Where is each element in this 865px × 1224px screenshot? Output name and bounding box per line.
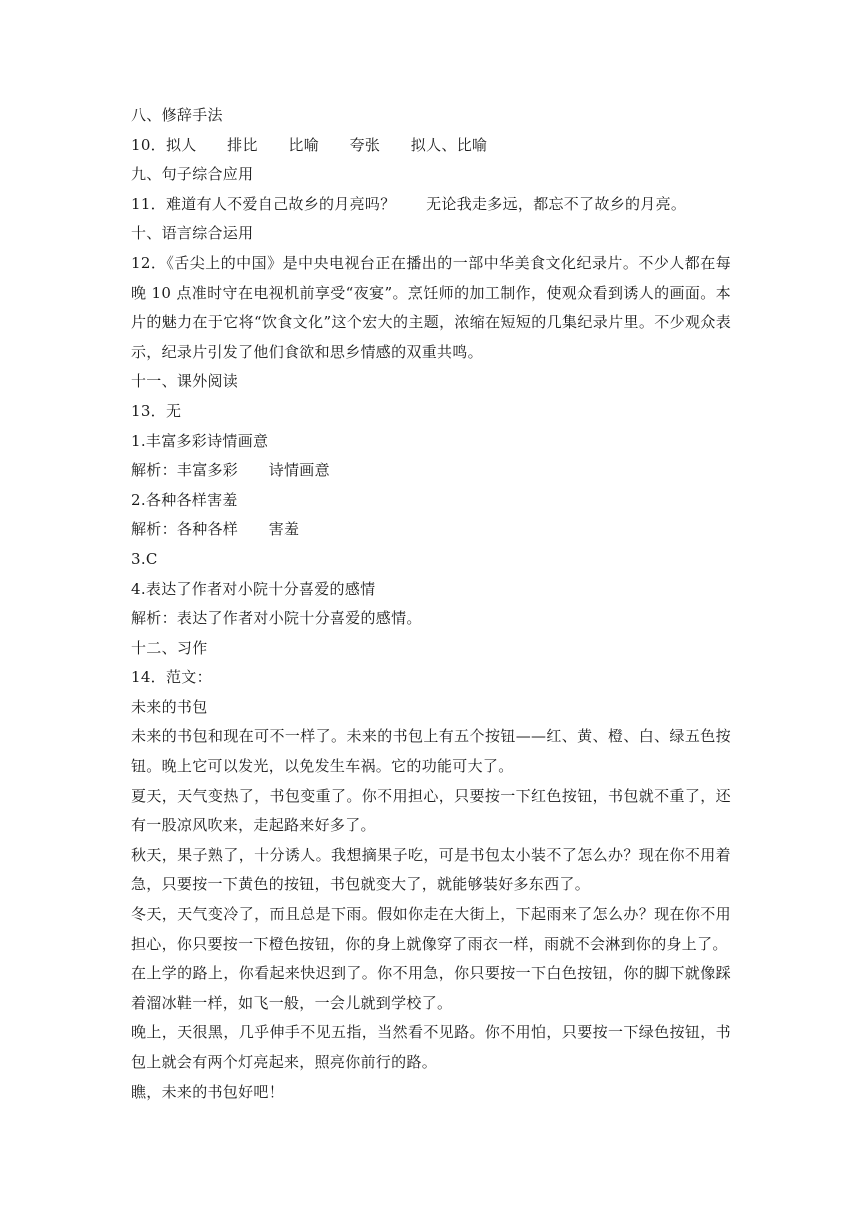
reading-analysis-1: 解析：丰富多彩 诗情画意 bbox=[131, 461, 330, 480]
essay-paragraph: 秋天，果子熟了，十分诱人。我想摘果子吃，可是书包太小装不了怎么办？现在你不用着急，只要按一下黄色的按钮，书包就变大了，就能够装好多东西了。 bbox=[131, 845, 731, 894]
section-heading-rhetoric: 八、修辞手法 bbox=[131, 106, 223, 124]
section-heading-writing: 十二、习作 bbox=[131, 638, 208, 657]
answer-13: 13．无 bbox=[131, 401, 182, 420]
essay-title: 未来的书包 bbox=[131, 697, 208, 716]
essay-paragraph: 冬天，天气变冷了，而且总是下雨。假如你走在大街上，下起雨来了怎么办？现在你不用担心，你只要按一下橙色按钮，你的身上就像穿了雨衣一样，雨就不会淋到你的身上了。 bbox=[131, 905, 731, 953]
reading-answer-1: 1.丰富多彩诗情画意 bbox=[131, 431, 269, 450]
reading-answer-4: 4.表达了作者对小院十分喜爱的感情 bbox=[131, 579, 376, 598]
reading-answer-3: 3.C bbox=[131, 549, 158, 568]
essay-paragraph: 晚上，天很黑，几乎伸手不见五指，当然看不见路。你不用怕，只要按一下绿色按钮，书包上就会有两个灯亮起来，照亮你前行的路。 bbox=[131, 1023, 731, 1071]
answer-12: 12．《舌尖上的中国》是中央电视台正在播出的一部中华美食文化纪录片。不少人都在每晚 10 点准时守在电视机前享受“夜宴”。烹饪师的加工制作，使观众看到诱人的画面。本片的魅力在于它将“饮食文化”这个宏大的主题，浓缩在短短的几集纪录片里。不少观众表示，纪录片引发了他们食欲和思乡情感的双重共鸣。 bbox=[131, 253, 731, 361]
essay-paragraph: 在上学的路上，你看起来快迟到了。你不用急，你只要按一下白色按钮，你的脚下就像踩着溜冰鞋一样，如飞一般，一会儿就到学校了。 bbox=[131, 964, 731, 1012]
section-heading-reading: 十一、课外阅读 bbox=[131, 372, 239, 391]
answer-10: 10．拟人 排比 比喻 夸张 拟人、比喻 bbox=[131, 135, 488, 154]
section-heading-language: 十、语言综合运用 bbox=[131, 224, 254, 243]
answer-14: 14．范文： bbox=[131, 668, 212, 687]
answer-11: 11．难道有人不爱自己故乡的月亮吗？ 无论我走多远，都忘不了故乡的月亮。 bbox=[131, 194, 687, 213]
essay-closing: 瞧，未来的书包好吧！ bbox=[131, 1082, 285, 1101]
reading-analysis-2: 解析：各种各样 害羞 bbox=[131, 520, 300, 539]
section-heading-sentence: 九、句子综合应用 bbox=[131, 165, 254, 184]
essay-paragraph: 未来的书包和现在可不一样了。未来的书包上有五个按钮——红、黄、橙、白、绿五色按钮。晚上它可以发光，以免发生车祸。它的功能可大了。 bbox=[131, 727, 731, 776]
essay-paragraph: 夏天，天气变热了，书包变重了。你不用担心，只要按一下红色按钮，书包就不重了，还有一股凉风吹来，走起路来好多了。 bbox=[131, 786, 731, 835]
reading-answer-2: 2.各种各样害羞 bbox=[131, 490, 238, 509]
answer-content bbox=[131, 101, 731, 1107]
reading-analysis-4: 解析：表达了作者对小院十分喜爱的感情。 bbox=[131, 609, 422, 628]
